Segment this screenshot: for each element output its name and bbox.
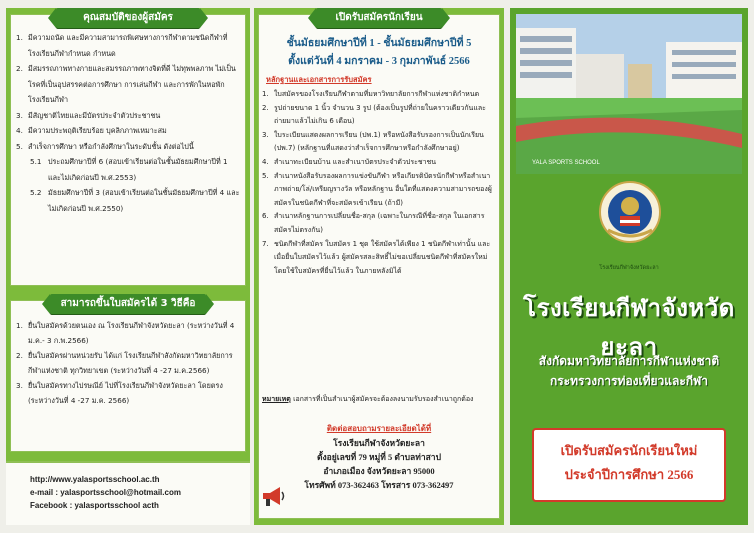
apply-methods-list (16, 318, 242, 408)
school-photo (516, 14, 742, 174)
list-item: 5. สำเนาหนังสือรับรองผลการแข่งขันกีฬา หรือเกียรติบัตรนักกีฬาหรือสำเนาภาพถ่าย/โล่/เหรียญรางวัล หรือหลักฐาน อื่นใดที่แสดงความสามารถของผู้สมัครในชนิดกีฬาที่จะสมัครเข้าเรียน (ถ้ามี) (262, 171, 492, 207)
email-link[interactable]: e-mail : yalasportsschool@hotmail.com (30, 488, 181, 497)
left-panel (6, 8, 250, 525)
contact-heading: ติดต่อสอบถามรายละเอียดได้ที่ (326, 424, 432, 433)
list-item: 4. สำเนาทะเบียนบ้าน และสำเนาบัตรประจำตัวประชาชน (262, 157, 437, 166)
list-item: 3. ใบระเบียนแสดงผลการเรียน (ปพ.1) หรือหนังสือรับรองการเป็นนักเรียน (ปพ.7) (หลักฐานที่แสดงว่าสำเร็จการศึกษาหรือกำลังศึกษาอยู่) (262, 130, 484, 153)
facebook-link[interactable]: Facebook : yalasportsschool acth (30, 501, 159, 510)
contact-phone: โทรศัพท์ 073-362463 โทรสาร 073-362497 (304, 480, 454, 490)
contact-address-line1: ตั้งอยู่เลขที่ 79 หมู่ที่ 5 ตำบลท่าสาป (317, 452, 441, 462)
list-item: 2. รูปถ่ายขนาด 1 นิ้ว จำนวน 3 รูป (ต้องเป็นรูปที่ถ่ายในคราวเดียวกันและถ่ายมาแล้วไม่เกิน 6 เดือน) (262, 103, 486, 126)
evidence-title: หลักฐานและเอกสารการรับสมัคร (266, 75, 372, 84)
note (262, 394, 496, 405)
callout-line2: ประจำปีการศึกษา 2566 (564, 467, 694, 482)
sub-list-item: 5.2 มัธยมศึกษาปีที่ 3 (สอบเข้าเรียนต่อในชั้นมัธยมศึกษาปีที่ 4 และไม่เกิดก่อนปี พ.ศ.2550) (30, 188, 240, 213)
middle-panel (254, 8, 504, 525)
list-item: 7. ชนิดกีฬาที่สมัคร ใบสมัคร 1 ชุด ใช้สมัครได้เพียง 1 ชนิดกีฬาเท่านั้น และเมื่อยื่นใบสมัครไว้แล้ว ผู้สมัครสละสิทธิ์ไม่ขอเปลี่ยนชนิดกีฬาที่สมัครใหม่โดยใช้ใบสมัครที่ยื่นไว้แล้ว ในภายหลังมิได้ (262, 239, 491, 275)
contact-links (6, 461, 250, 525)
admission-dates: ตั้งแต่วันที่ 4 มกราคม - 3 กุมภาพันธ์ 2566 (288, 56, 470, 67)
contact-block (254, 422, 504, 492)
emblem-caption: โรงเรียนกีฬาจังหวัดยะลา (599, 265, 659, 271)
right-panel (510, 8, 748, 525)
qualifications-title: คุณสมบัติของผู้สมัคร (56, 8, 200, 28)
contact-school-name: โรงเรียนกีฬาจังหวัดยะลา (333, 438, 425, 448)
list-item: 3. มีสัญชาติไทยและมีบัตรประจำตัวประชาชน (16, 110, 161, 120)
list-item: 2. มีสมรรถภาพทางกายและสมรรถภาพทางจิตที่ดี ไม่ทุพพลภาพ ไม่เป็นโรคที่เป็นอุปสรรคต่อการศึกษา การเล่นกีฬา และการพักในหอพักโรงเรียนกีฬา (16, 64, 236, 104)
admission-header: เปิดรับสมัครนักเรียน (316, 8, 442, 28)
affiliation-ministry: กระทรวงการท่องเที่ยวและกีฬา (549, 374, 709, 388)
school-emblem (594, 176, 666, 262)
list-item: 4. มีความประพฤติเรียบร้อย บุคลิกภาพเหมาะสม (16, 126, 167, 135)
list-item: 1. มีความถนัด และมีความสามารถพิเศษทางการกีฬาตามชนิดกีฬาที่โรงเรียนกีฬากำหนด กำหนด (16, 33, 228, 58)
affiliation-university: สังกัดมหาวิทยาลัยการกีฬาแห่งชาติ (538, 354, 720, 368)
note-label: หมายเหตุ (262, 395, 291, 403)
callout-line1: เปิดรับสมัครนักเรียนใหม่ (560, 443, 698, 458)
note-text: เอกสารที่เป็นสำเนาผู้สมัครจะต้องลงนามรับรองสำเนาถูกต้อง (293, 395, 474, 403)
apply-methods-title: สามารถขึ้นใบสมัครได้ 3 วิธีคือ (50, 294, 206, 314)
school-name: โรงเรียนกีฬาจังหวัดยะลา (523, 296, 735, 361)
qualifications-list (16, 30, 242, 216)
sub-list-item: 5.1 ประถมศึกษาปีที่ 6 (สอบเข้าเรียนต่อในชั้นมัธยมศึกษาปีที่ 1 และไม่เกิดก่อนปี พ.ศ.2553) (30, 157, 228, 182)
photo-sign: YALA SPORTS SCHOOL (532, 160, 600, 166)
admission-levels: ชั้นมัธยมศึกษาปีที่ 1 - ชั้นมัธยมศึกษาปีที่ 5 (286, 38, 472, 49)
evidence-list (262, 88, 496, 278)
list-item: 1. ยื่นใบสมัครด้วยตนเอง ณ โรงเรียนกีฬาจังหวัดยะลา (ระหว่างวันที่ 4 ม.ค.- 3 ก.พ.2566) (16, 321, 235, 345)
list-item: 5. สำเร็จการศึกษา หรือกำลังศึกษาในระดับชั้น ดังต่อไปนี้ (16, 141, 194, 151)
list-item: 1. ใบสมัครของโรงเรียนกีฬาตามที่มหาวิทยาลัยการกีฬาแห่งชาติกำหนด (262, 90, 480, 98)
list-item: 2. ยื่นใบสมัครผ่านหน่วยรับ ได้แก่ โรงเรียนกีฬาสังกัดมหาวิทยาลัยการกีฬาแห่งชาติ ทุกวิทยาเขต (ระหว่างวันที่ 4 -27 ม.ค.2566) (16, 351, 233, 375)
list-item: 6. สำเนาหลักฐานการเปลี่ยนชื่อ-สกุล (เฉพาะในกรณีที่ชื่อ-สกุล ในเอกสารสมัครไม่ตรงกัน) (262, 212, 485, 234)
contact-address-line2: อำเภอเมือง จังหวัดยะลา 95000 (323, 466, 435, 476)
list-item: 3. ยื่นใบสมัครทางไปรษณีย์ ไปที่โรงเรียนกีฬาจังหวัดยะลา โดยตรง (ระหว่างวันที่ 4 -27 ม.ค. 2566) (16, 381, 223, 405)
megaphone-icon (260, 483, 286, 509)
admission-callout (532, 428, 726, 502)
website-link[interactable]: http://www.yalasportsschool.ac.th (30, 475, 160, 484)
